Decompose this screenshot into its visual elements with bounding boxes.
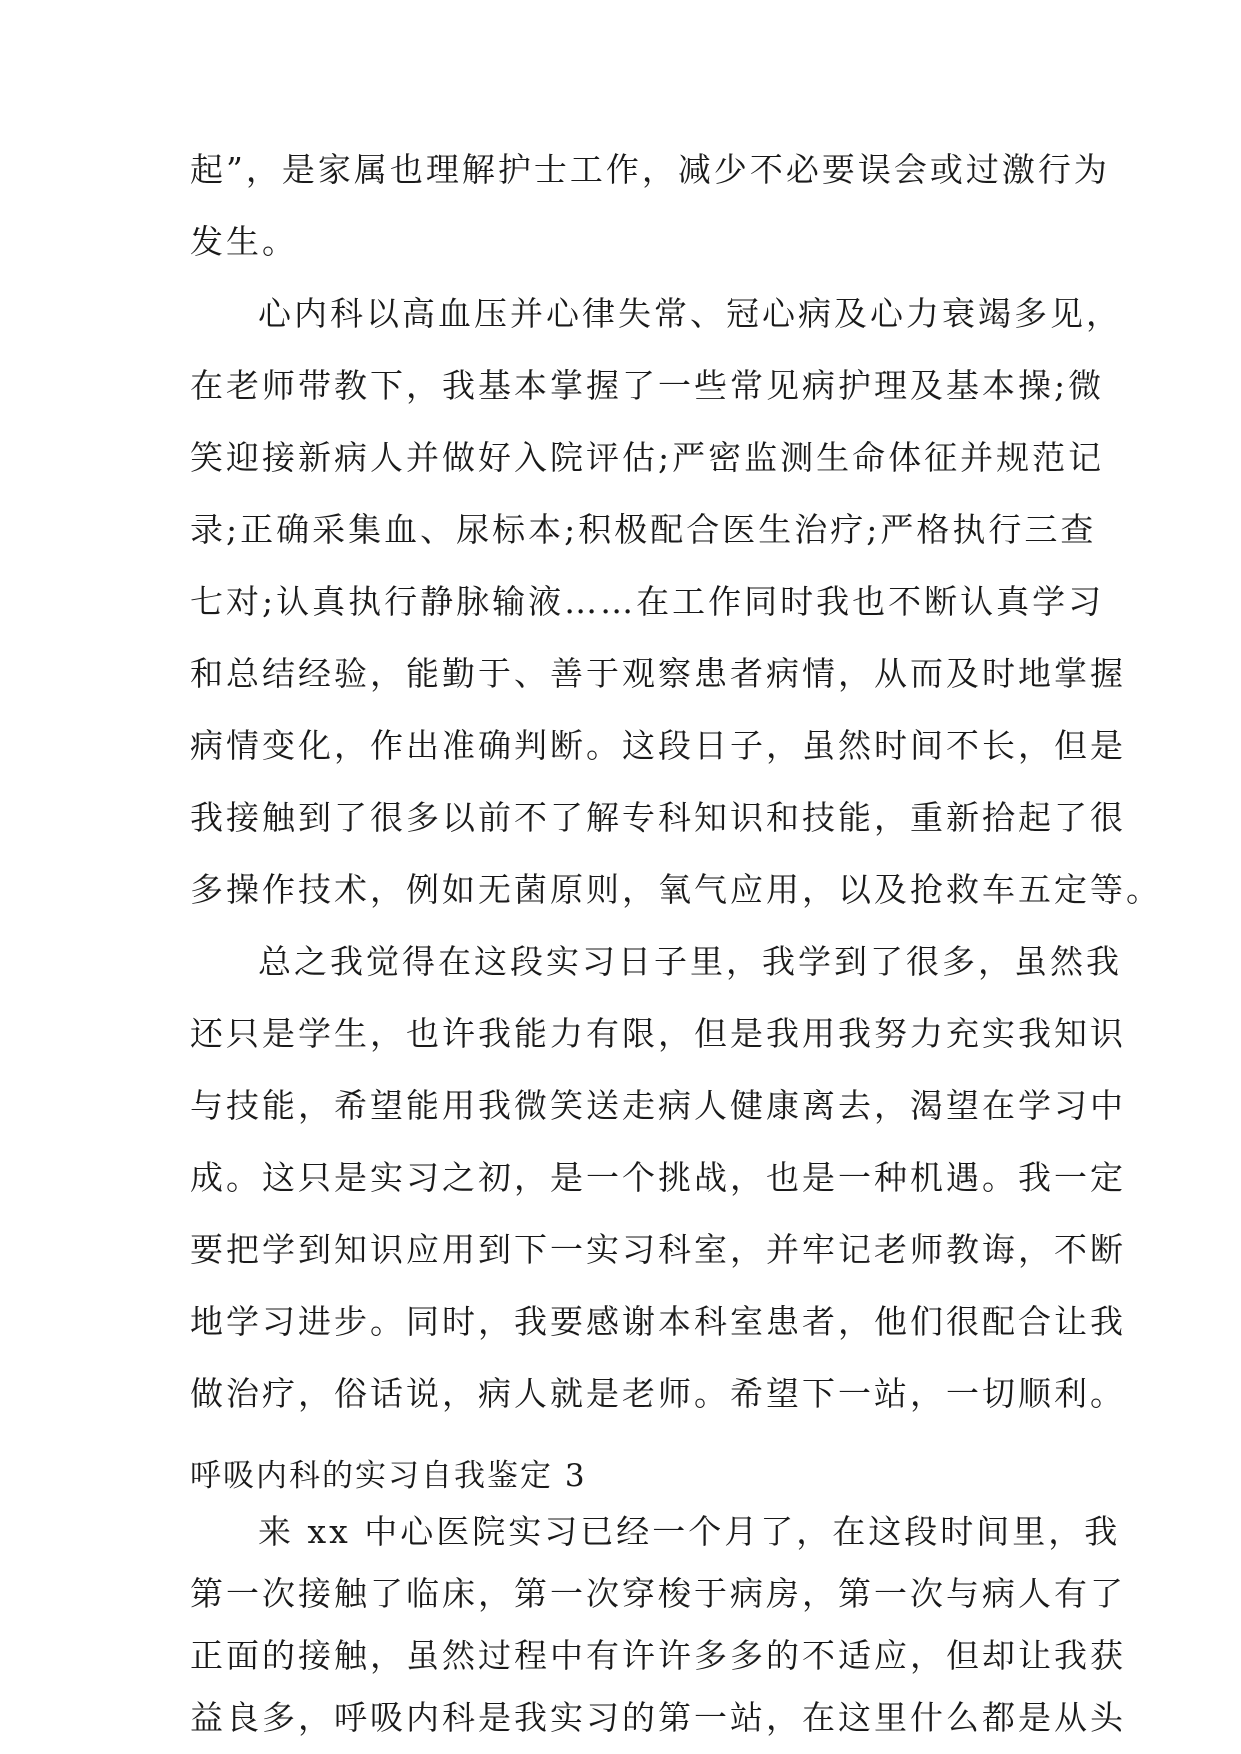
text-line: 要把学到知识应用到下一实习科室，并牢记老师教诲，不断 (190, 1230, 1126, 1269)
text-line: 益良多，呼吸内科是我实习的第一站，在这里什么都是从头 (190, 1698, 1126, 1737)
text-line: 总之我觉得在这段实习日子里，我学到了很多，虽然我 (258, 942, 1122, 981)
section-title: 呼吸内科的实习自我鉴定 3 (190, 1458, 587, 1494)
text-line: 心内科以高血压并心律失常、冠心病及心力衰竭多见， (258, 294, 1122, 333)
text-line: 成。这只是实习之初，是一个挑战，也是一种机遇。我一定 (190, 1158, 1126, 1197)
text-line: 录;正确采集血、尿标本;积极配合医生治疗;严格执行三查 (190, 510, 1097, 549)
text-line: 笑迎接新病人并做好入院评估;严密监测生命体征并规范记 (190, 438, 1105, 477)
text-line: 正面的接触，虽然过程中有许许多多的不适应，但却让我获 (190, 1636, 1126, 1675)
text-line: 我接触到了很多以前不了解专科知识和技能，重新拾起了很 (190, 798, 1126, 837)
text-line: 病情变化，作出准确判断。这段日子，虽然时间不长，但是 (190, 726, 1126, 765)
text-line: 地学习进步。同时，我要感谢本科室患者，他们很配合让我 (190, 1302, 1126, 1341)
text-line: 发生。 (190, 222, 298, 261)
text-line: 第一次接触了临床，第一次穿梭于病房，第一次与病人有了 (190, 1574, 1126, 1613)
text-line: 与技能，希望能用我微笑送走病人健康离去，渴望在学习中 (190, 1086, 1126, 1125)
text-line: 多操作技术，例如无菌原则，氧气应用，以及抢救车五定等。 (190, 870, 1162, 909)
text-line: 七对;认真执行静脉输液……在工作同时我也不断认真学习 (190, 582, 1105, 621)
text-line: 在老师带教下，我基本掌握了一些常见病护理及基本操;微 (190, 366, 1105, 405)
text-line: 和总结经验，能勤于、善于观察患者病情，从而及时地掌握 (190, 654, 1126, 693)
text-line: 来 xx 中心医院实习已经一个月了，在这段时间里，我 (258, 1512, 1121, 1551)
text-line: 起”，是家属也理解护士工作，减少不必要误会或过激行为 (190, 150, 1110, 189)
text-line: 做治疗，俗话说，病人就是老师。希望下一站，一切顺利。 (190, 1374, 1126, 1413)
text-line: 还只是学生，也许我能力有限，但是我用我努力充实我知识 (190, 1014, 1126, 1053)
